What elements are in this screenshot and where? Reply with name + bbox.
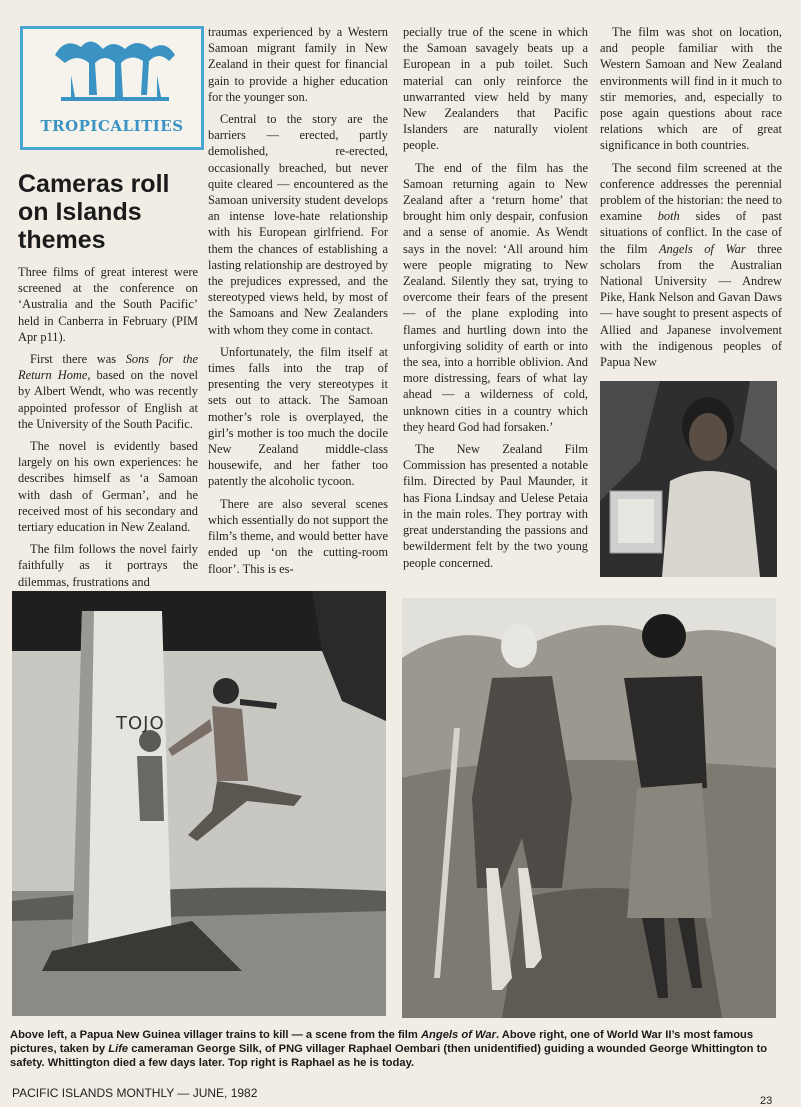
photo-caption: Above left, a Papua New Guinea villager trains to kill — a scene from the film Angels of War. Above right, one of World War II’s most famous pictures, taken by Life cameraman George Silk, of PNG villager Raphael Oembari (then unidentified) guiding a wounded George Whittington to safety. Whittington died a few days later. Top right is Raphael as he is today.	[10, 1029, 768, 1069]
paragraph: Unfortunately, the film itself at times falls into the trap of presenting the very stereotypes it sets out to attack. The Samoan mother’s role is overplayed, the girl’s mother is too much the docile New Zealand middle-class housewife, and her father too patently the alcoholic tycoon.	[208, 344, 388, 489]
paragraph: Three films of great interest were screened at the conference on ‘Australia and the South Pacific’ held in Canberra in February (PIM Apr p11).	[18, 265, 198, 344]
paragraph: There are also several scenes which essentially do not support the film’s theme, and would better have ended up ‘on the cutting-room floor’. This is es-	[208, 496, 388, 576]
footer-publication: PACIFIC ISLANDS MONTHLY — JUNE, 1982	[12, 1086, 258, 1100]
article-column-4	[600, 24, 782, 376]
film-title: Angels of War	[658, 241, 746, 256]
paragraph: The New Zealand Film Commission has presented a notable film. Directed by Paul Maunder, it has Fiona Lindsay and Uelese Petaia in the main roles. They portray with great understanding the passions and bewilderment felt by the two young people concerned.	[403, 442, 588, 570]
palm-trees-icon	[51, 35, 179, 113]
paragraph: The film follows the novel fairly faithfully as it portrays the dilemmas, frustrations and	[18, 542, 198, 589]
paragraph: Central to the story are the barriers — erected, partly demolished, re-erected, occasionally breached, but never quite cleared — encountered as the Samoan university student develops an intense love-hate relationship with his European girlfriend. For them the chances of establishing a lasting relationship are destroyed by the prejudices expressed, and the stereotyped views held, by most of the Samoans and New Zealanders with whom they come in contact.	[208, 112, 388, 337]
photo-raphael-today	[600, 381, 777, 577]
article-column-1	[18, 264, 198, 596]
logo-label: TROPICALITIES	[40, 117, 184, 135]
paragraph: First there was Sons for the Return Home, based on the novel by Albert Wendt, who was recently appointed professor of English at the University of the South Pacific.	[18, 352, 198, 431]
page-number: 23	[760, 1095, 773, 1107]
paragraph: The novel is evidently based largely on his own experiences: he describes himself as ‘a Samoan with dash of German’, and he received most of his secondary and tertiary education in New Zealand.	[18, 439, 198, 535]
caption-magazine-name: Life	[108, 1042, 129, 1055]
emphasis: both	[657, 209, 680, 224]
headline: Cameras roll on Islands themes	[18, 170, 170, 254]
paragraph: pecially true of the scene in which the Samoan savagely beats up a European in a pub toilet. Such material can only reinforce the unwarranted view held by many New Zealanders that Pacific Islanders are naturally violent people.	[403, 25, 588, 153]
paragraph: The end of the film has the Samoan returning again to New Zealand after a ‘return home’ that brought him only despair, confusion and a sense of anomie. As Wendt says in the novel: ‘All around him were people migrating to New Zealand. Silently they sat, trying to overcome their fears of the present — of the plane exploding into flames and hurtling down into the unforgiving solidity of earth or into the sea, into a horrible oblivion. And more distressing, fears of what lay ahead — a wilderness of cold, unknown cities in a country which they heard God had forsaken.’	[403, 160, 588, 434]
photo-raphael-oembari-guiding-soldier	[402, 598, 776, 1018]
article-column-3	[403, 24, 588, 577]
paragraph: The film was shot on location, and people familiar with the Western Samoan and New Zealand environments will find in it much to stir memories, and, especially to pose again questions about race relations which are of great significance in both countries.	[600, 25, 782, 153]
paragraph: traumas experienced by a Western Samoan migrant family in New Zealand in their quest for financial gain to provide a higher education for the younger son.	[208, 25, 388, 104]
photo-sign-text: TOJO	[116, 713, 165, 734]
paragraph: The second film screened at the conference addresses the perennial problem of the historian: the need to examine both sides of past situations of conflict. In the case of the film Angels of War three scholars from the Australian National University — Andrew Pike, Hank Nelson and Gavan Daws — have sought to present aspects of Allied and Japanese involvement with the indigenous peoples of Papua New	[600, 160, 782, 370]
tropicalities-logo	[20, 26, 204, 150]
article-column-2	[208, 24, 388, 583]
photo-film-scene-angels-of-war	[12, 591, 386, 1016]
caption-film-title: Angels of War	[420, 1029, 496, 1041]
film-title: Sons for the Return Home	[18, 352, 198, 383]
